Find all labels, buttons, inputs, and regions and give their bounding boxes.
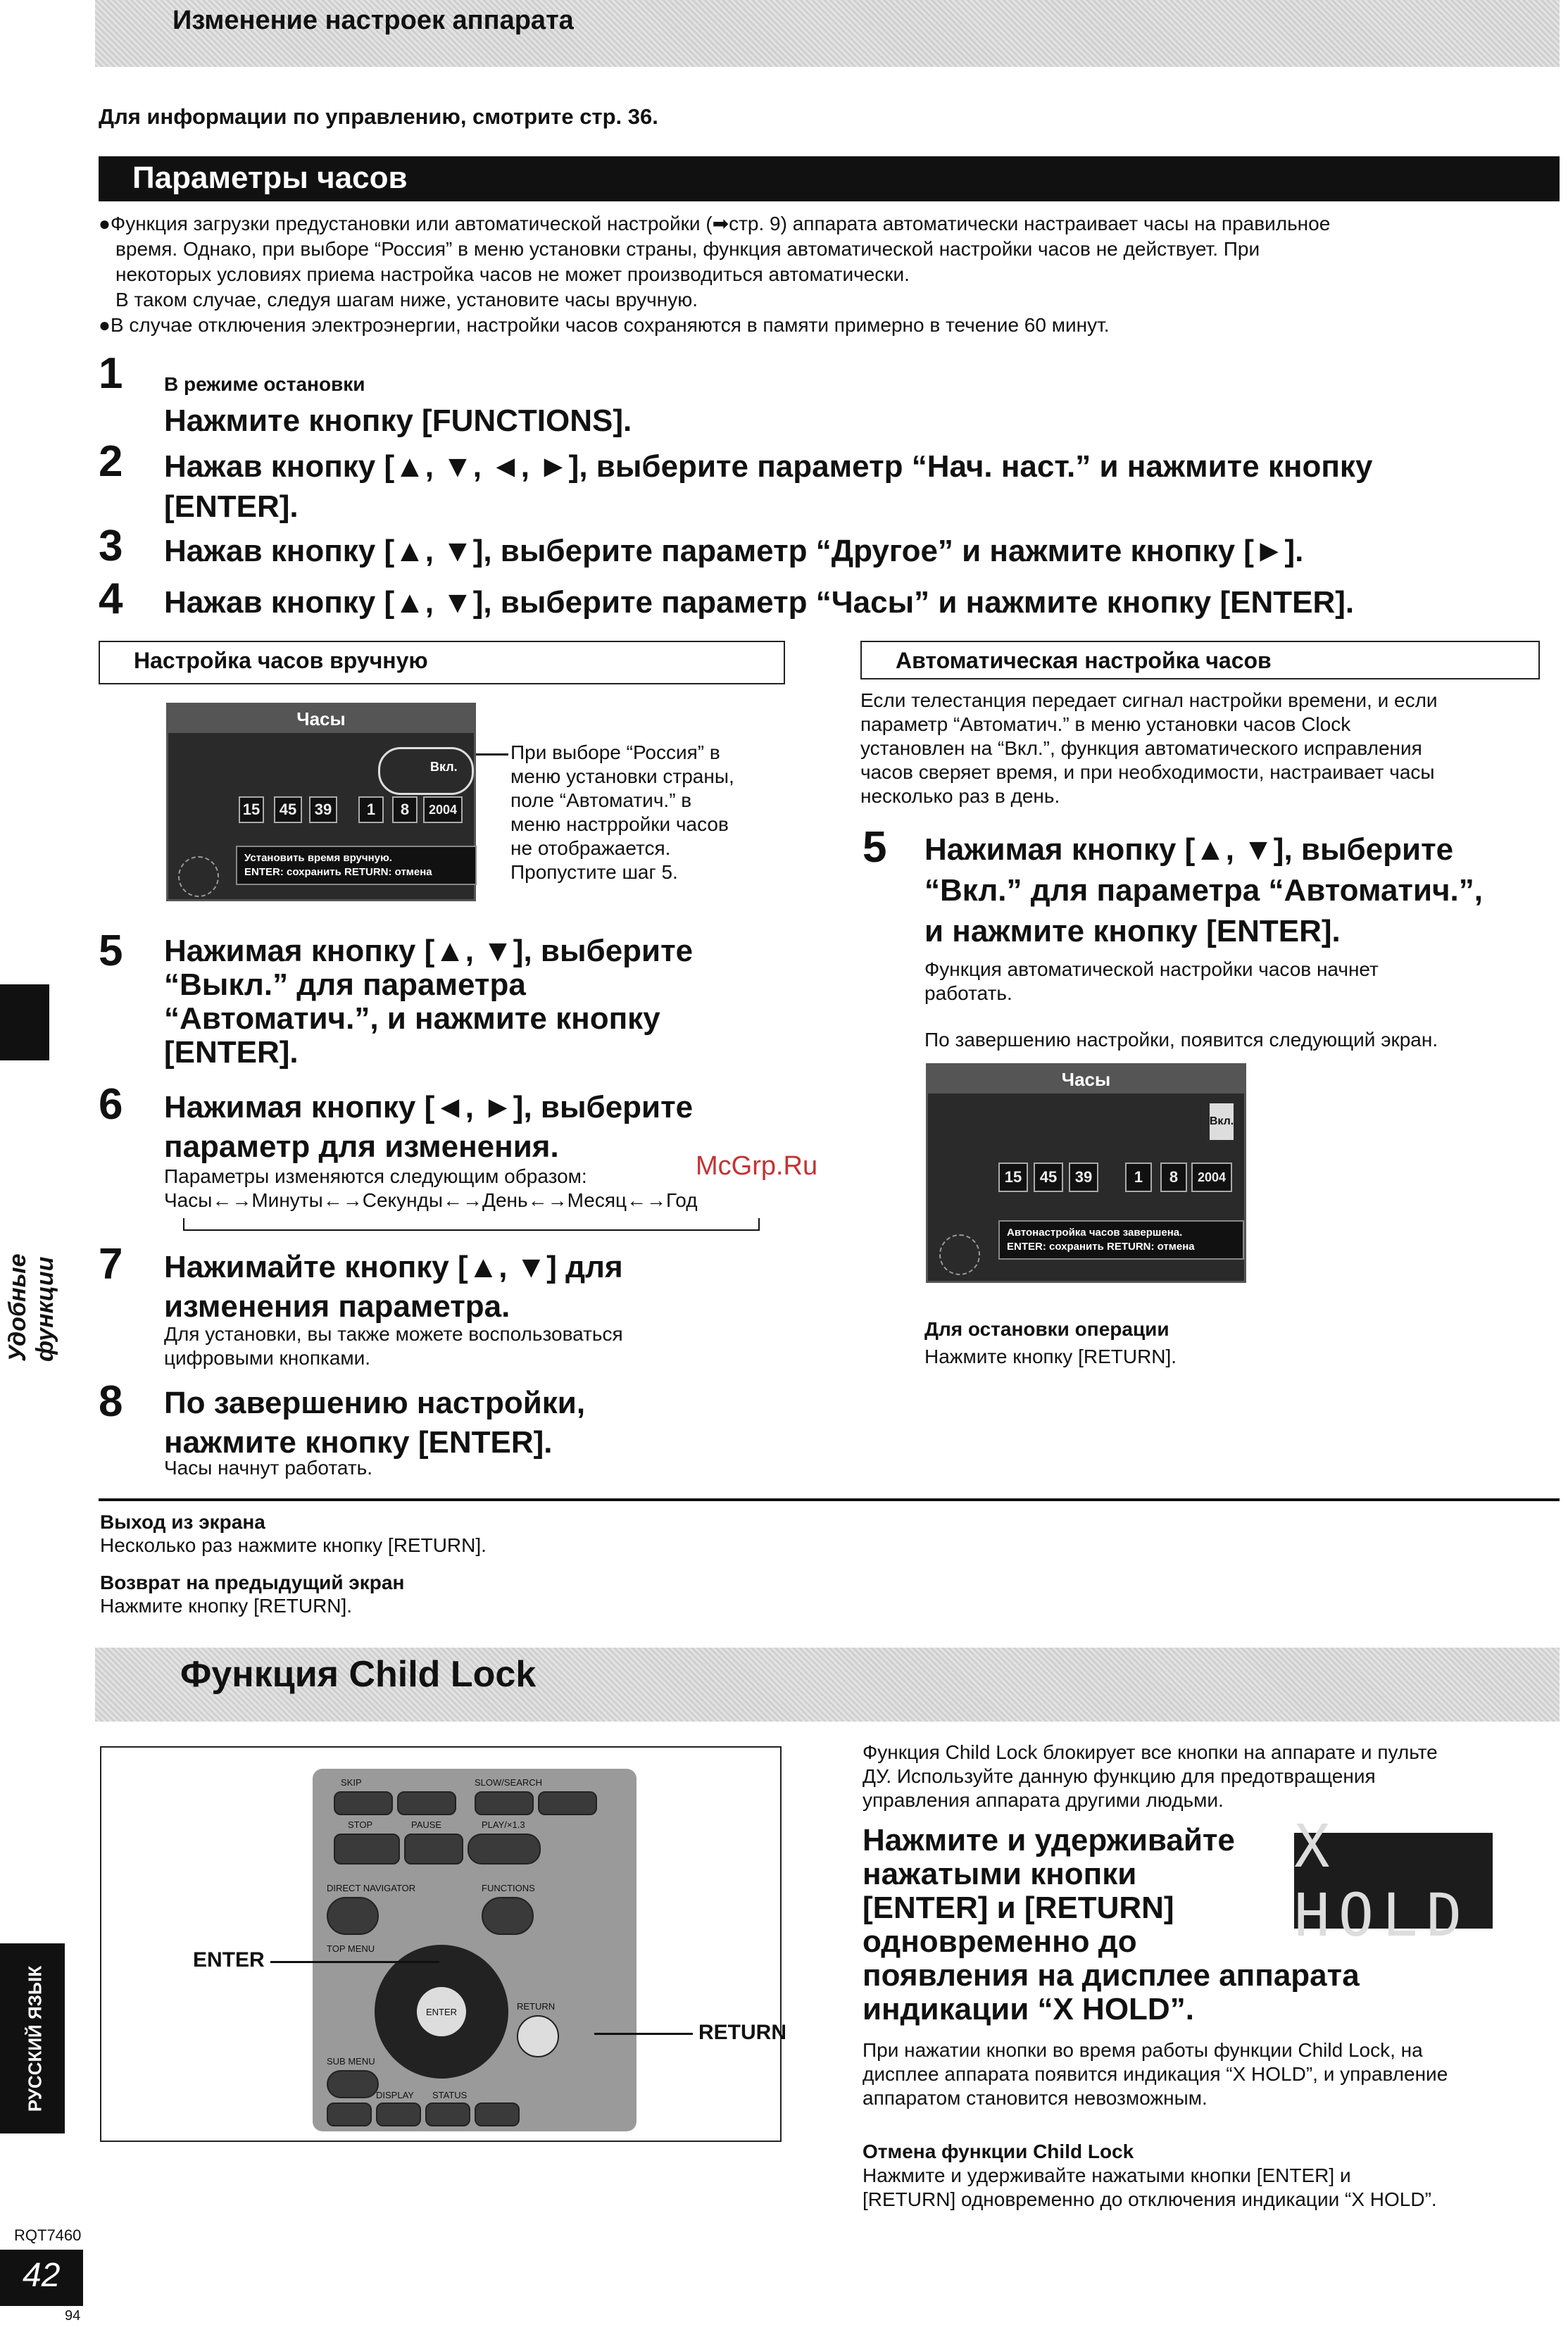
remote-key-label: STOP — [348, 1819, 373, 1830]
step-line: параметр для изменения. — [164, 1129, 559, 1164]
manual-step-7 — [164, 1248, 623, 1327]
step-line: Нажимайте кнопку [▲, ▼] для — [164, 1250, 623, 1284]
remote-key-label: STATUS — [432, 2090, 468, 2100]
manual-box-header: Настройка часов вручную — [99, 641, 785, 684]
child-main-instruction — [863, 1824, 1360, 2026]
prev-text: Нажмите кнопку [RETURN]. — [100, 1595, 353, 1617]
remote-bottom-button[interactable] — [475, 2102, 520, 2126]
page-header-title: Изменение настроек аппарата — [173, 6, 574, 35]
direct-navigator-button[interactable] — [327, 1897, 379, 1935]
step-text: Нажав кнопку [▲, ▼, ◄, ►], выберите параметр “Нач. наст.” и нажмите кнопку — [164, 449, 1373, 484]
sub-menu-button[interactable] — [327, 2070, 379, 2098]
small-line: Функция автоматической настройки часов начнет — [924, 958, 1379, 980]
screen-message — [236, 846, 477, 885]
step-subtitle: В режиме остановки — [164, 373, 365, 395]
date-digit: 1 — [1125, 1162, 1152, 1192]
screen-title: Часы — [928, 1065, 1244, 1093]
auto-step-5 — [924, 829, 1483, 952]
manual-step-8 — [164, 1384, 585, 1462]
step-number: 4 — [99, 575, 123, 623]
intro-line: время. Однако, при выборе “Россия” в меню установки страны, функция автоматической настройки часов не действует. При — [115, 238, 1260, 260]
return-button[interactable] — [517, 2015, 559, 2057]
remote-bottom-button[interactable] — [327, 2102, 372, 2126]
sequence-loop-arrow — [183, 1218, 760, 1231]
date-digit: 8 — [1160, 1162, 1187, 1192]
intro-line: часов сверяет время, и при необходимости, настраивает часы — [860, 761, 1435, 783]
date-digit: 2004 — [423, 796, 463, 823]
cancel-title: Отмена функции Child Lock — [863, 2141, 1134, 2162]
stop-button[interactable] — [334, 1834, 400, 1865]
section-side-tab — [0, 984, 49, 1060]
auto-clock-screen — [926, 1063, 1246, 1283]
step-text: Нажав кнопку [▲, ▼], выберите параметр “Другое” и нажмите кнопку [►]. — [164, 534, 1304, 568]
sub-page-number: 94 — [65, 2308, 81, 2324]
skip-forward-button[interactable] — [397, 1791, 456, 1815]
x-hold-display: X HOLD — [1294, 1833, 1493, 1929]
section-title: Параметры часов — [132, 161, 408, 195]
child-after-text — [863, 2038, 1448, 2110]
note-line: При выборе “Россия” в — [510, 741, 720, 763]
step-line: Нажимая кнопку [▲, ▼], выберите — [164, 934, 694, 968]
small-line: цифровыми кнопками. — [164, 1347, 371, 1369]
remote-key-label: DIRECT NAVIGATOR — [327, 1883, 416, 1893]
message-line: ENTER: сохранить RETURN: отмена — [1007, 1241, 1195, 1253]
step-line: “Автоматич.”, и нажмите кнопку — [164, 1001, 660, 1036]
instruction-line: Нажмите и удерживайте — [863, 1823, 1235, 1857]
intro-line: несколько раз в день. — [860, 785, 1060, 807]
remote-illustration — [100, 1746, 786, 2142]
note-line: Пропустите шаг 5. — [510, 861, 678, 883]
step-line: Нажимая кнопку [▲, ▼], выберите — [924, 832, 1454, 867]
nav-cursor-icon — [178, 856, 219, 897]
manual-clock-screen — [166, 703, 476, 901]
callout-line — [476, 753, 508, 756]
auto-intro — [860, 689, 1438, 808]
intro-line: В таком случае, следуя шагам ниже, установите часы вручную. — [115, 289, 698, 311]
date-digit: 1 — [358, 796, 384, 823]
search-back-button[interactable] — [475, 1791, 534, 1815]
time-digit: 15 — [239, 796, 264, 823]
step-line: “Выкл.” для параметра — [164, 967, 526, 1002]
display-button[interactable] — [376, 2102, 421, 2126]
remote-key-label: PLAY/×1.3 — [482, 1819, 525, 1830]
functions-button[interactable] — [482, 1897, 534, 1935]
skip-back-button[interactable] — [334, 1791, 393, 1815]
prev-title: Возврат на предыдущий экран — [100, 1572, 405, 1593]
instruction-line: индикации “X HOLD”. — [863, 1992, 1194, 2026]
auto-after-text: По завершению настройки, появится следующий экран. — [924, 1029, 1438, 1051]
exit-title: Выход из экрана — [100, 1511, 265, 1533]
intro-line: управления аппарата другими людьми. — [863, 1789, 1224, 1811]
intro-line: ДУ. Используйте данную функцию для предотвращения — [863, 1765, 1376, 1787]
step-line: нажмите кнопку [ENTER]. — [164, 1425, 553, 1460]
intro-line: установлен на “Вкл.”, функция автоматического исправления — [860, 737, 1422, 759]
step-line: и нажмите кнопку [ENTER]. — [924, 914, 1341, 948]
step-text: Нажав кнопку [▲, ▼], выберите параметр “Часы” и нажмите кнопку [ENTER]. — [164, 585, 1355, 620]
step-number: 1 — [99, 349, 123, 398]
auto-value: Вкл. — [1210, 1103, 1234, 1140]
step-number: 5 — [99, 927, 123, 975]
intro-line: ●Функция загрузки предустановки или автоматической настройки (➡стр. 9) аппарата автоматически настраивает часы на правильное — [99, 213, 1331, 234]
auto-box-header: Автоматическая настройка часов — [860, 641, 1540, 679]
remote-key-label: FUNCTIONS — [482, 1883, 535, 1893]
cancel-line: [RETURN] одновременно до отключения индикации “X HOLD”. — [863, 2188, 1437, 2210]
intro-line: Если телестанция передает сигнал настройки времени, и если — [860, 689, 1438, 711]
cancel-text — [863, 2164, 1437, 2212]
section-divider — [99, 1498, 1560, 1501]
step-line: изменения параметра. — [164, 1289, 510, 1324]
auto-step-5-small — [924, 958, 1379, 1005]
remote-key-label: PAUSE — [411, 1819, 442, 1830]
step-number: 6 — [99, 1080, 123, 1129]
step-number: 3 — [99, 522, 123, 570]
note-line: поле “Автоматич.” в — [510, 789, 692, 811]
manual-note — [510, 741, 734, 884]
time-digit: 45 — [1034, 1162, 1063, 1192]
intro-line: Функция Child Lock блокирует все кнопки на аппарате и пульте — [863, 1741, 1438, 1763]
step-line: “Вкл.” для параметра “Автоматич.”, — [924, 873, 1484, 908]
screen-title: Часы — [168, 705, 474, 733]
time-digit: 45 — [274, 796, 302, 823]
pause-button[interactable] — [404, 1834, 463, 1865]
message-line: ENTER: сохранить RETURN: отмена — [244, 866, 432, 878]
note-line: меню установки страны, — [510, 765, 734, 787]
info-line: Для информации по управлению, смотрите стр. 36. — [99, 104, 658, 129]
step-text: Нажмите кнопку [FUNCTIONS]. — [164, 403, 632, 438]
time-digit: 39 — [1069, 1162, 1098, 1192]
step-line: Нажимая кнопку [◄, ►], выберите — [164, 1090, 694, 1124]
instruction-line: [ENTER] и [RETURN] — [863, 1891, 1174, 1925]
status-button[interactable] — [425, 2102, 470, 2126]
step-line: [ENTER]. — [164, 1035, 299, 1070]
remote-key-label: DISPLAY — [376, 2090, 414, 2100]
time-digit: 15 — [998, 1162, 1028, 1192]
cancel-line: Нажмите и удерживайте нажатыми кнопки [ENTER] и — [863, 2164, 1351, 2186]
page-number: 42 — [23, 2257, 61, 2294]
remote-key-label: SLOW/SEARCH — [475, 1777, 543, 1788]
intro-line: параметр “Автоматич.” в меню установки часов Clock — [860, 713, 1351, 735]
note-line: не отображается. — [510, 837, 671, 859]
remote-key-label: SUB MENU — [327, 2056, 375, 2067]
after-line: При нажатии кнопки во время работы функции Child Lock, на — [863, 2039, 1423, 2061]
enter-callout-label: ENTER — [193, 1948, 265, 1972]
step-text: [ENTER]. — [164, 489, 299, 524]
enter-button[interactable]: ENTER — [417, 1987, 466, 2036]
highlight-oval — [378, 747, 474, 795]
child-lock-title: Функция Child Lock — [180, 1654, 537, 1695]
step-number: 7 — [99, 1240, 123, 1289]
intro-text — [99, 211, 1563, 338]
small-line: Для установки, вы также можете воспользоваться — [164, 1323, 623, 1345]
message-line: Автонастройка часов завершена. — [1007, 1227, 1183, 1239]
step-number: 5 — [863, 823, 887, 872]
manual-step-5 — [164, 934, 693, 1070]
instruction-line: появления на дисплее аппарата — [863, 1958, 1360, 1993]
step-6-small: Параметры изменяются следующим образом: — [164, 1165, 587, 1187]
child-intro — [863, 1741, 1438, 1812]
date-digit: 8 — [392, 796, 418, 823]
step-8-small: Часы начнут работать. — [164, 1457, 373, 1479]
screen-message — [998, 1220, 1244, 1260]
param-sequence: Часы←→Минуты←→Секунды←→День←→Месяц←→Год — [164, 1189, 698, 1211]
note-line: меню настрройки часов — [510, 813, 729, 835]
step-number: 2 — [99, 437, 123, 486]
instruction-line: нажатыми кнопки — [863, 1857, 1137, 1891]
remote-key-label: SKIP — [341, 1777, 362, 1788]
intro-line: некоторых условиях приема настройка часов не может производиться автоматически. — [115, 263, 910, 285]
instruction-line: одновременно до — [863, 1924, 1137, 1959]
step-line: По завершению настройки, — [164, 1386, 586, 1420]
message-line: Установить время вручную. — [244, 852, 392, 864]
step-number: 8 — [99, 1377, 123, 1426]
intro-line: ●В случае отключения электроэнергии, настройки часов сохраняются в памяти примерно в течение 60 минут. — [99, 314, 1110, 336]
remote-body — [313, 1769, 636, 2131]
time-digit: 39 — [309, 796, 337, 823]
return-callout-line — [594, 2033, 693, 2035]
stop-text: Нажмите кнопку [RETURN]. — [924, 1346, 1177, 1367]
manual-step-6 — [164, 1088, 693, 1167]
after-line: аппаратом становится невозможным. — [863, 2087, 1208, 2109]
language-label: РУССКИЙ ЯЗЫК — [24, 1965, 46, 2112]
remote-key-label: TOP MENU — [327, 1943, 375, 1954]
step-7-small — [164, 1322, 623, 1370]
side-section-label: Удобные функции — [4, 1253, 58, 1362]
return-callout-label: RETURN — [698, 2021, 786, 2044]
after-line: дисплее аппарата появится индикация “X HOLD”, и управление — [863, 2063, 1448, 2085]
auto-value: Вкл. — [430, 760, 458, 774]
date-digit: 2004 — [1191, 1162, 1232, 1192]
remote-key-label: RETURN — [517, 2001, 556, 2012]
small-line: работать. — [924, 982, 1012, 1004]
model-number: RQT7460 — [14, 2226, 82, 2244]
enter-callout-line — [270, 1961, 439, 1963]
nav-cursor-icon — [939, 1234, 980, 1275]
play-button[interactable] — [468, 1834, 541, 1865]
stop-title: Для остановки операции — [924, 1318, 1169, 1340]
watermark: McGrp.Ru — [696, 1151, 818, 1181]
search-forward-button[interactable] — [538, 1791, 597, 1815]
exit-text: Несколько раз нажмите кнопку [RETURN]. — [100, 1534, 487, 1556]
